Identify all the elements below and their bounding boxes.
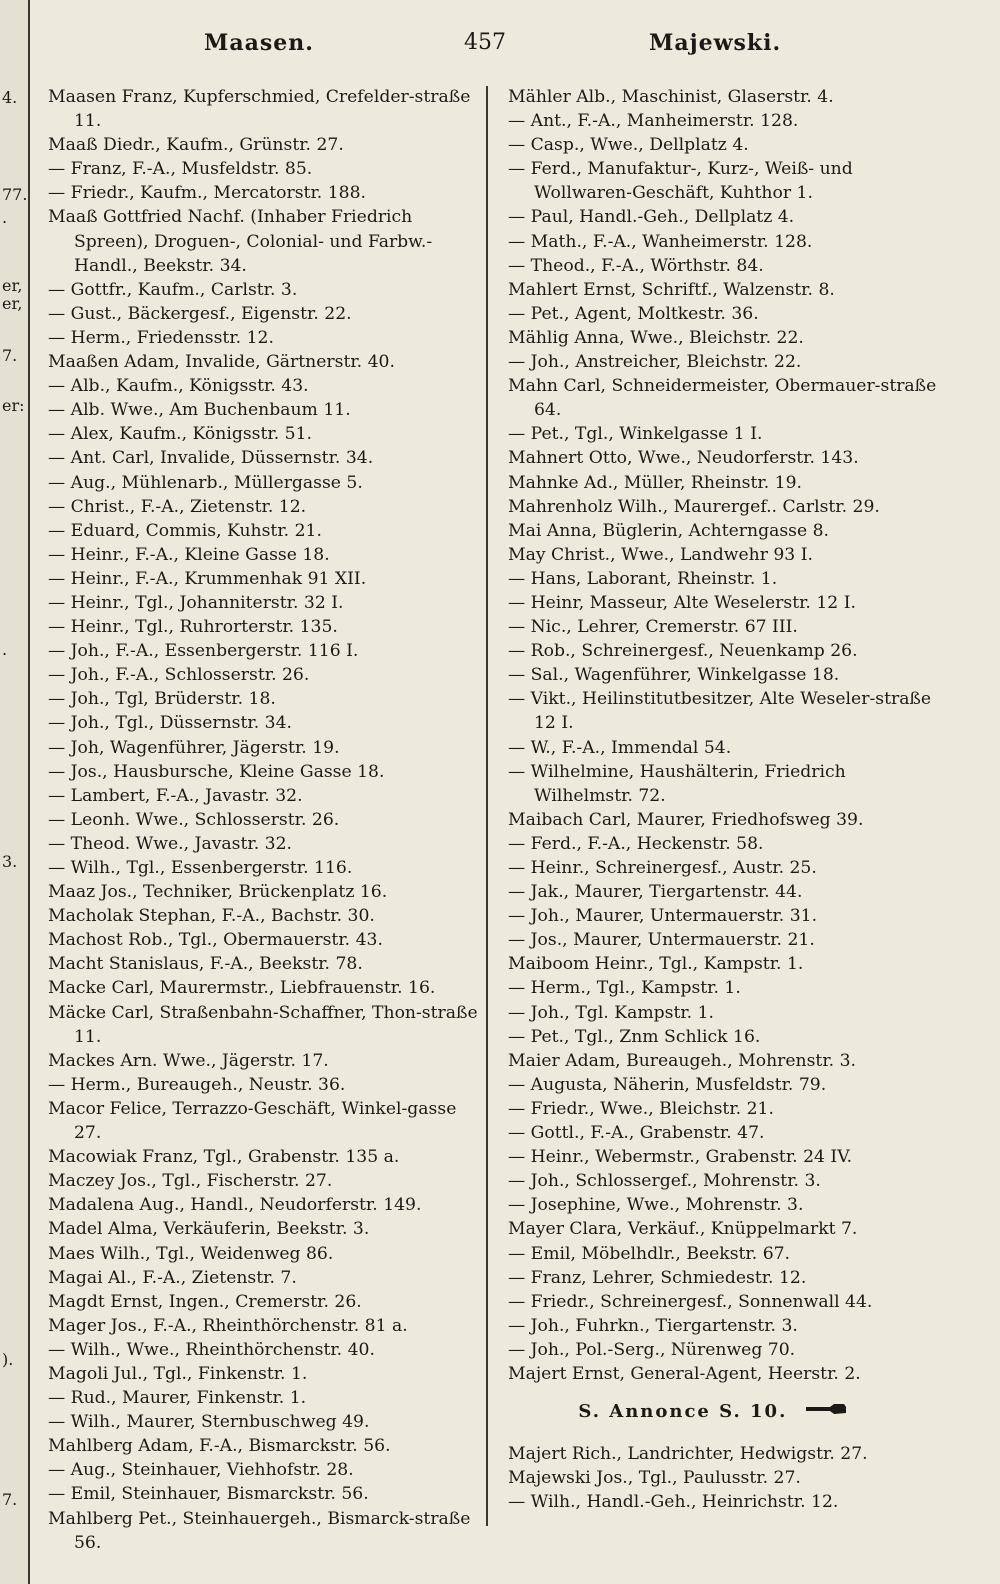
- gutter-mark: 7.: [2, 346, 18, 365]
- directory-entry: — Leonh. Wwe., Schlosserstr. 26.: [48, 809, 340, 830]
- gutter-mark: ).: [2, 1350, 14, 1369]
- directory-entry: — Joh., Tgl., Düssernstr. 34.: [48, 713, 292, 734]
- annonce-text: S. Annonce S. 10.: [578, 1401, 788, 1423]
- directory-entry: — Joh., Anstreicher, Bleichstr. 22.: [508, 352, 802, 373]
- directory-entry: Maaß Gottfried Nachf. (Inhaber Friedrich Spreen), Droguen-, Colonial- und Farbw.-Handl., Beekstr. 34.: [48, 207, 433, 276]
- directory-entry: Majert Rich., Landrichter, Hedwigstr. 27.: [508, 1444, 868, 1465]
- directory-entry: Maasen Franz, Kupferschmied, Crefelder-straße 11.: [48, 87, 471, 132]
- directory-entry: — Heinr., Webermstr., Grabenstr. 24 IV.: [508, 1147, 853, 1168]
- directory-entry: — Wilh., Wwe., Rheinthörchenstr. 40.: [48, 1339, 375, 1360]
- directory-entry: — Friedr., Wwe., Bleichstr. 21.: [508, 1098, 774, 1119]
- directory-entry: — Pet., Tgl., Znm Schlick 16.: [508, 1026, 761, 1047]
- directory-entry: — Eduard, Commis, Kuhstr. 21.: [48, 520, 322, 541]
- gutter-mark: .: [2, 208, 8, 227]
- gutter-mark: 3.: [2, 852, 18, 871]
- directory-entry: — Joh., Pol.-Serg., Nürenweg 70.: [508, 1339, 796, 1360]
- directory-entry: — Gottl., F.-A., Grabenstr. 47.: [508, 1123, 765, 1144]
- directory-entry: — Friedr., Kaufm., Mercatorstr. 188.: [48, 183, 366, 204]
- directory-entry: Maaßen Adam, Invalide, Gärtnerstr. 40.: [48, 352, 395, 373]
- directory-entry: — Rud., Maurer, Finkenstr. 1.: [48, 1388, 307, 1409]
- directory-entry: Mäcke Carl, Straßenbahn-Schaffner, Thon-straße 11.: [48, 1002, 478, 1047]
- directory-entry: Maes Wilh., Tgl., Weidenweg 86.: [48, 1243, 334, 1264]
- directory-entry: Mahrenholz Wilh., Maurergef.. Carlstr. 29.: [508, 496, 880, 517]
- directory-entry: — Wilh., Tgl., Essenbergerstr. 116.: [48, 858, 353, 878]
- directory-entry: Magoli Jul., Tgl., Finkenstr. 1.: [48, 1363, 308, 1384]
- directory-entry: — Math., F.-A., Wanheimerstr. 128.: [508, 231, 813, 252]
- directory-entry: Maier Adam, Bureaugeh., Mohrenstr. 3.: [508, 1050, 856, 1071]
- gutter-mark: er,: [2, 276, 23, 295]
- directory-entry: Mähler Alb., Maschinist, Glaserstr. 4.: [508, 87, 834, 107]
- directory-entry: — Franz, F.-A., Musfeldstr. 85.: [48, 159, 313, 180]
- right-column-entries-after-annonce: [508, 1442, 948, 1514]
- directory-entry: Macowiak Franz, Tgl., Grabenstr. 135 a.: [48, 1147, 400, 1168]
- directory-entry: — Alex, Kaufm., Königsstr. 51.: [48, 424, 312, 445]
- directory-entry: Mahn Carl, Schneidermeister, Obermauer-straße 64.: [508, 376, 937, 421]
- gutter-mark: .: [2, 640, 8, 659]
- directory-entry: Mackes Arn. Wwe., Jägerstr. 17.: [48, 1050, 329, 1071]
- directory-entry: Mager Jos., F.-A., Rheinthörchenstr. 81 a.: [48, 1315, 408, 1336]
- directory-entry: — Nic., Lehrer, Cremerstr. 67 III.: [508, 617, 798, 638]
- directory-entry: — Casp., Wwe., Dellplatz 4.: [508, 135, 749, 156]
- directory-entry: — Herm., Bureaugeh., Neustr. 36.: [48, 1074, 346, 1095]
- directory-entry: Mahlberg Adam, F.-A., Bismarckstr. 56.: [48, 1436, 391, 1457]
- directory-entry: Madalena Aug., Handl., Neudorferstr. 149.: [48, 1195, 422, 1216]
- gutter-mark: 7.: [2, 1490, 18, 1509]
- directory-entry: Mahlert Ernst, Schriftf., Walzenstr. 8.: [508, 279, 835, 300]
- directory-entry: Maiboom Heinr., Tgl., Kampstr. 1.: [508, 954, 804, 975]
- header-first-name: Maasen.: [204, 30, 314, 56]
- directory-entry: Majewski Jos., Tgl., Paulusstr. 27.: [508, 1468, 801, 1489]
- directory-entry: Mählig Anna, Wwe., Bleichstr. 22.: [508, 327, 804, 348]
- directory-entry: Mahnke Ad., Müller, Rheinstr. 19.: [508, 472, 802, 493]
- directory-entry: — Emil, Steinhauer, Bismarckstr. 56.: [48, 1484, 369, 1505]
- directory-entry: — Joh., F.-A., Schlosserstr. 26.: [48, 665, 310, 686]
- directory-entry: — Pet., Agent, Moltkestr. 36.: [508, 303, 759, 324]
- directory-entry: Maibach Carl, Maurer, Friedhofsweg 39.: [508, 809, 864, 830]
- directory-entry: — Rob., Schreinergesf., Neuenkamp 26.: [508, 641, 858, 662]
- directory-entry: — Franz, Lehrer, Schmiedestr. 12.: [508, 1267, 807, 1288]
- directory-entry: May Christ., Wwe., Landwehr 93 I.: [508, 544, 813, 565]
- right-column: [508, 85, 948, 1514]
- directory-entry: — Vikt., Heilinstitutbesitzer, Alte Weseler-straße 12 I.: [508, 689, 932, 734]
- directory-entry: — Alb. Wwe., Am Buchenbaum 11.: [48, 400, 351, 421]
- directory-entry: Magai Al., F.-A., Zietenstr. 7.: [48, 1267, 297, 1288]
- directory-entry: — Gust., Bäckergesf., Eigenstr. 22.: [48, 303, 352, 324]
- directory-entry: Mai Anna, Büglerin, Achterngasse 8.: [508, 520, 830, 541]
- directory-entry: — Herm., Tgl., Kampstr. 1.: [508, 978, 741, 999]
- page-number: 457: [464, 30, 506, 55]
- directory-entry: — Pet., Tgl., Winkelgasse 1 I.: [508, 424, 763, 445]
- directory-entry: — Friedr., Schreinergesf., Sonnenwall 44.: [508, 1291, 873, 1312]
- right-column-entries: [508, 85, 948, 1386]
- left-page-gutter: [0, 0, 30, 1584]
- directory-entry: — Heinr, Masseur, Alte Weselerstr. 12 I.: [508, 592, 856, 613]
- pointing-hand-icon: [804, 1400, 848, 1424]
- gutter-mark: 4.: [2, 88, 18, 107]
- directory-entry: — Gottfr., Kaufm., Carlstr. 3.: [48, 279, 298, 300]
- directory-entry: Macholak Stephan, F.-A., Bachstr. 30.: [48, 906, 375, 927]
- advertisement-reference: [508, 1400, 948, 1424]
- directory-entry: — Josephine, Wwe., Mohrenstr. 3.: [508, 1195, 804, 1216]
- directory-entry: — Lambert, F.-A., Javastr. 32.: [48, 785, 303, 806]
- directory-entry: — Joh., Schlossergef., Mohrenstr. 3.: [508, 1171, 821, 1192]
- directory-entry: Majert Ernst, General-Agent, Heerstr. 2.: [508, 1363, 861, 1384]
- directory-entry: — Aug., Steinhauer, Viehhofstr. 28.: [48, 1460, 354, 1481]
- directory-entry: — Joh., Fuhrkn., Tiergartenstr. 3.: [508, 1315, 798, 1336]
- directory-entry: Macht Stanislaus, F.-A., Beekstr. 78.: [48, 954, 363, 975]
- directory-entry: Macke Carl, Maurermstr., Liebfrauenstr. 16.: [48, 978, 436, 999]
- directory-entry: Maczey Jos., Tgl., Fischerstr. 27.: [48, 1171, 333, 1192]
- directory-entry: — W., F.-A., Immendal 54.: [508, 737, 732, 758]
- directory-entry: — Theod. Wwe., Javastr. 32.: [48, 833, 292, 854]
- directory-entry: — Augusta, Näherin, Musfeldstr. 79.: [508, 1074, 827, 1095]
- directory-entry: — Ferd., F.-A., Heckenstr. 58.: [508, 833, 764, 854]
- directory-entry: — Herm., Friedensstr. 12.: [48, 327, 274, 348]
- directory-entry: Machost Rob., Tgl., Obermauerstr. 43.: [48, 930, 383, 951]
- directory-entry: — Joh., Maurer, Untermauerstr. 31.: [508, 906, 818, 927]
- directory-entry: — Joh, Wagenführer, Jägerstr. 19.: [48, 737, 340, 758]
- directory-entry: — Jos., Maurer, Untermauerstr. 21.: [508, 930, 815, 951]
- directory-entry: Mahnert Otto, Wwe., Neudorferstr. 143.: [508, 448, 859, 469]
- directory-entry: — Paul, Handl.-Geh., Dellplatz 4.: [508, 207, 795, 228]
- directory-entry: Magdt Ernst, Ingen., Cremerstr. 26.: [48, 1291, 362, 1312]
- directory-entry: — Christ., F.-A., Zietenstr. 12.: [48, 496, 307, 517]
- left-column: [48, 85, 478, 1555]
- column-divider: [486, 86, 488, 1526]
- directory-entry: — Wilh., Maurer, Sternbuschweg 49.: [48, 1412, 370, 1433]
- directory-entry: Maaß Diedr., Kaufm., Grünstr. 27.: [48, 135, 344, 156]
- directory-entry: — Ferd., Manufaktur-, Kurz-, Weiß- und Wollwaren-Geschäft, Kuhthor 1.: [508, 159, 853, 204]
- directory-entry: — Ant. Carl, Invalide, Düssernstr. 34.: [48, 448, 374, 469]
- directory-entry: — Heinr., Tgl., Johanniterstr. 32 I.: [48, 592, 344, 613]
- directory-entry: — Emil, Möbelhdlr., Beekstr. 67.: [508, 1243, 791, 1264]
- directory-entry: — Sal., Wagenführer, Winkelgasse 18.: [508, 665, 840, 686]
- directory-entry: — Wilhelmine, Haushälterin, Friedrich Wilhelmstr. 72.: [508, 761, 846, 806]
- directory-entry: — Jak., Maurer, Tiergartenstr. 44.: [508, 882, 803, 903]
- gutter-mark: er:: [2, 396, 25, 415]
- gutter-mark: er,: [2, 294, 23, 313]
- directory-entry: Madel Alma, Verkäuferin, Beekstr. 3.: [48, 1219, 370, 1240]
- directory-entry: — Ant., F.-A., Manheimerstr. 128.: [508, 111, 799, 132]
- directory-entry: — Heinr., F.-A., Krummenhak 91 XII.: [48, 568, 367, 589]
- directory-entry: — Aug., Mühlenarb., Müllergasse 5.: [48, 472, 363, 493]
- gutter-mark: 77.: [2, 185, 28, 204]
- directory-entry: Mayer Clara, Verkäuf., Knüppelmarkt 7.: [508, 1219, 858, 1240]
- directory-entry: — Heinr., F.-A., Kleine Gasse 18.: [48, 544, 330, 565]
- directory-entry: — Heinr., Tgl., Ruhrorterstr. 135.: [48, 617, 338, 638]
- directory-entry: — Heinr., Schreinergesf., Austr. 25.: [508, 858, 817, 878]
- header-last-name: Majewski.: [649, 30, 782, 56]
- directory-entry: — Hans, Laborant, Rheinstr. 1.: [508, 568, 778, 589]
- directory-entry: — Joh., Tgl, Brüderstr. 18.: [48, 689, 276, 710]
- directory-entry: — Alb., Kaufm., Königsstr. 43.: [48, 376, 309, 397]
- directory-entry: — Joh., F.-A., Essenbergerstr. 116 I.: [48, 641, 359, 662]
- directory-entry: — Joh., Tgl. Kampstr. 1.: [508, 1002, 715, 1023]
- running-header: [44, 30, 984, 70]
- directory-entry: Mahlberg Pet., Steinhauergeh., Bismarck-straße 56.: [48, 1508, 471, 1553]
- directory-entry: — Wilh., Handl.-Geh., Heinrichstr. 12.: [508, 1492, 839, 1513]
- directory-entry: — Jos., Hausbursche, Kleine Gasse 18.: [48, 761, 385, 782]
- directory-entry: Macor Felice, Terrazzo-Geschäft, Winkel-gasse 27.: [48, 1098, 457, 1144]
- directory-entry: — Theod., F.-A., Wörthstr. 84.: [508, 255, 764, 276]
- directory-entry: Maaz Jos., Techniker, Brückenplatz 16.: [48, 882, 388, 903]
